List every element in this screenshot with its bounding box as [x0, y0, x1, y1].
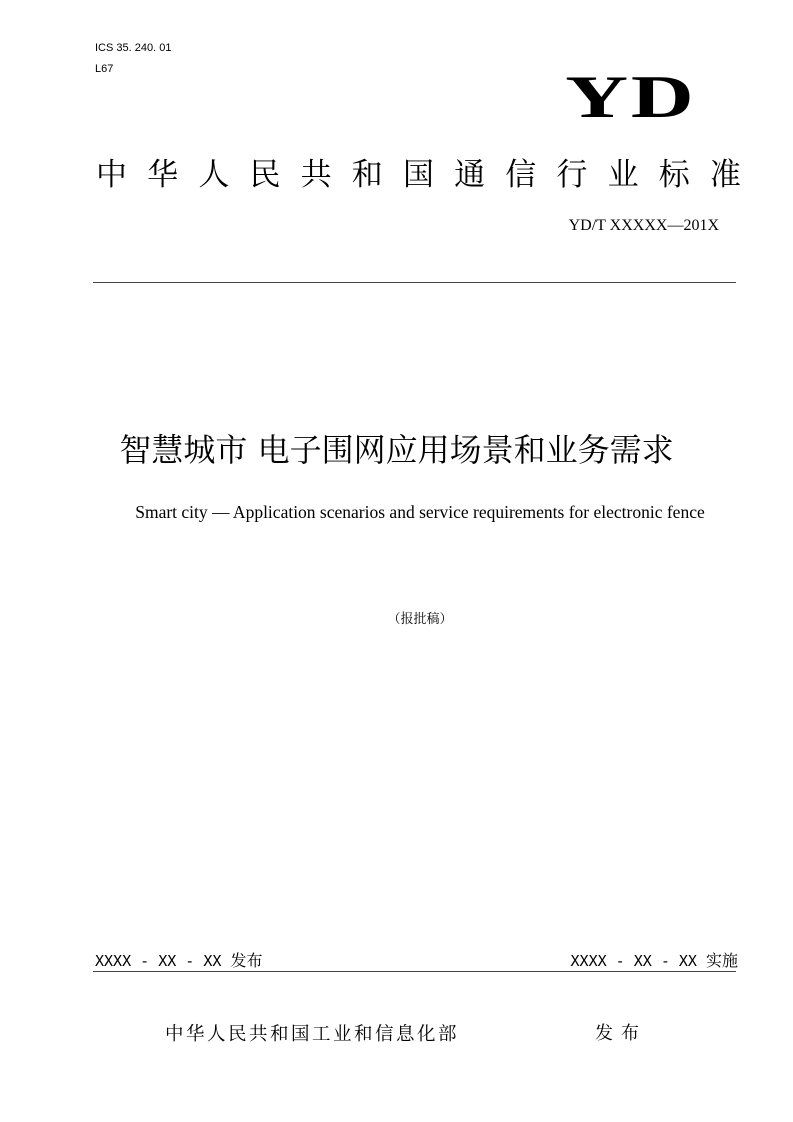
- implement-date: XXXX - XX - XX: [570, 952, 697, 970]
- implement-label: 实施: [705, 951, 738, 970]
- standard-category-char: 和: [351, 157, 383, 193]
- issue-label: 发布: [595, 1023, 647, 1044]
- standard-category-char: 民: [249, 157, 281, 193]
- issuing-authority: 中华人民共和国工业和信息化部: [165, 1024, 460, 1045]
- footer-divider: [93, 971, 736, 972]
- publish-date-line: [95, 950, 262, 972]
- standard-category-char: 业: [607, 157, 639, 193]
- standard-category-name: [96, 155, 741, 195]
- standard-category-char: 标: [658, 157, 690, 193]
- ics-code: ICS 35. 240. 01: [95, 42, 172, 54]
- standard-category-char: 华: [147, 157, 179, 193]
- standard-category-char: 中: [96, 157, 127, 193]
- header-divider: [93, 282, 736, 283]
- standard-category-char: 准: [709, 157, 741, 193]
- implement-date-line: [571, 950, 738, 972]
- ccs-code: L67: [95, 63, 114, 75]
- standard-number: YD/T XXXXX—201X: [568, 217, 719, 234]
- standard-category-char: 国: [402, 157, 434, 193]
- document-title-english: Smart city — Application scenarios and service requirements for electronic fence: [135, 502, 705, 522]
- yd-logo: YD: [565, 64, 697, 130]
- standard-category-char: 共: [300, 157, 332, 193]
- standard-category-char: 人: [198, 157, 230, 193]
- publish-date: XXXX - XX - XX: [95, 952, 222, 970]
- draft-status: （报批稿）: [387, 612, 453, 627]
- publish-label: 发布: [230, 951, 263, 970]
- standard-category-char: 信: [505, 157, 537, 193]
- standard-category-char: 行: [556, 157, 588, 193]
- document-title-chinese: 智慧城市 电子围网应用场景和业务需求: [119, 431, 674, 469]
- standard-category-char: 通: [454, 157, 486, 193]
